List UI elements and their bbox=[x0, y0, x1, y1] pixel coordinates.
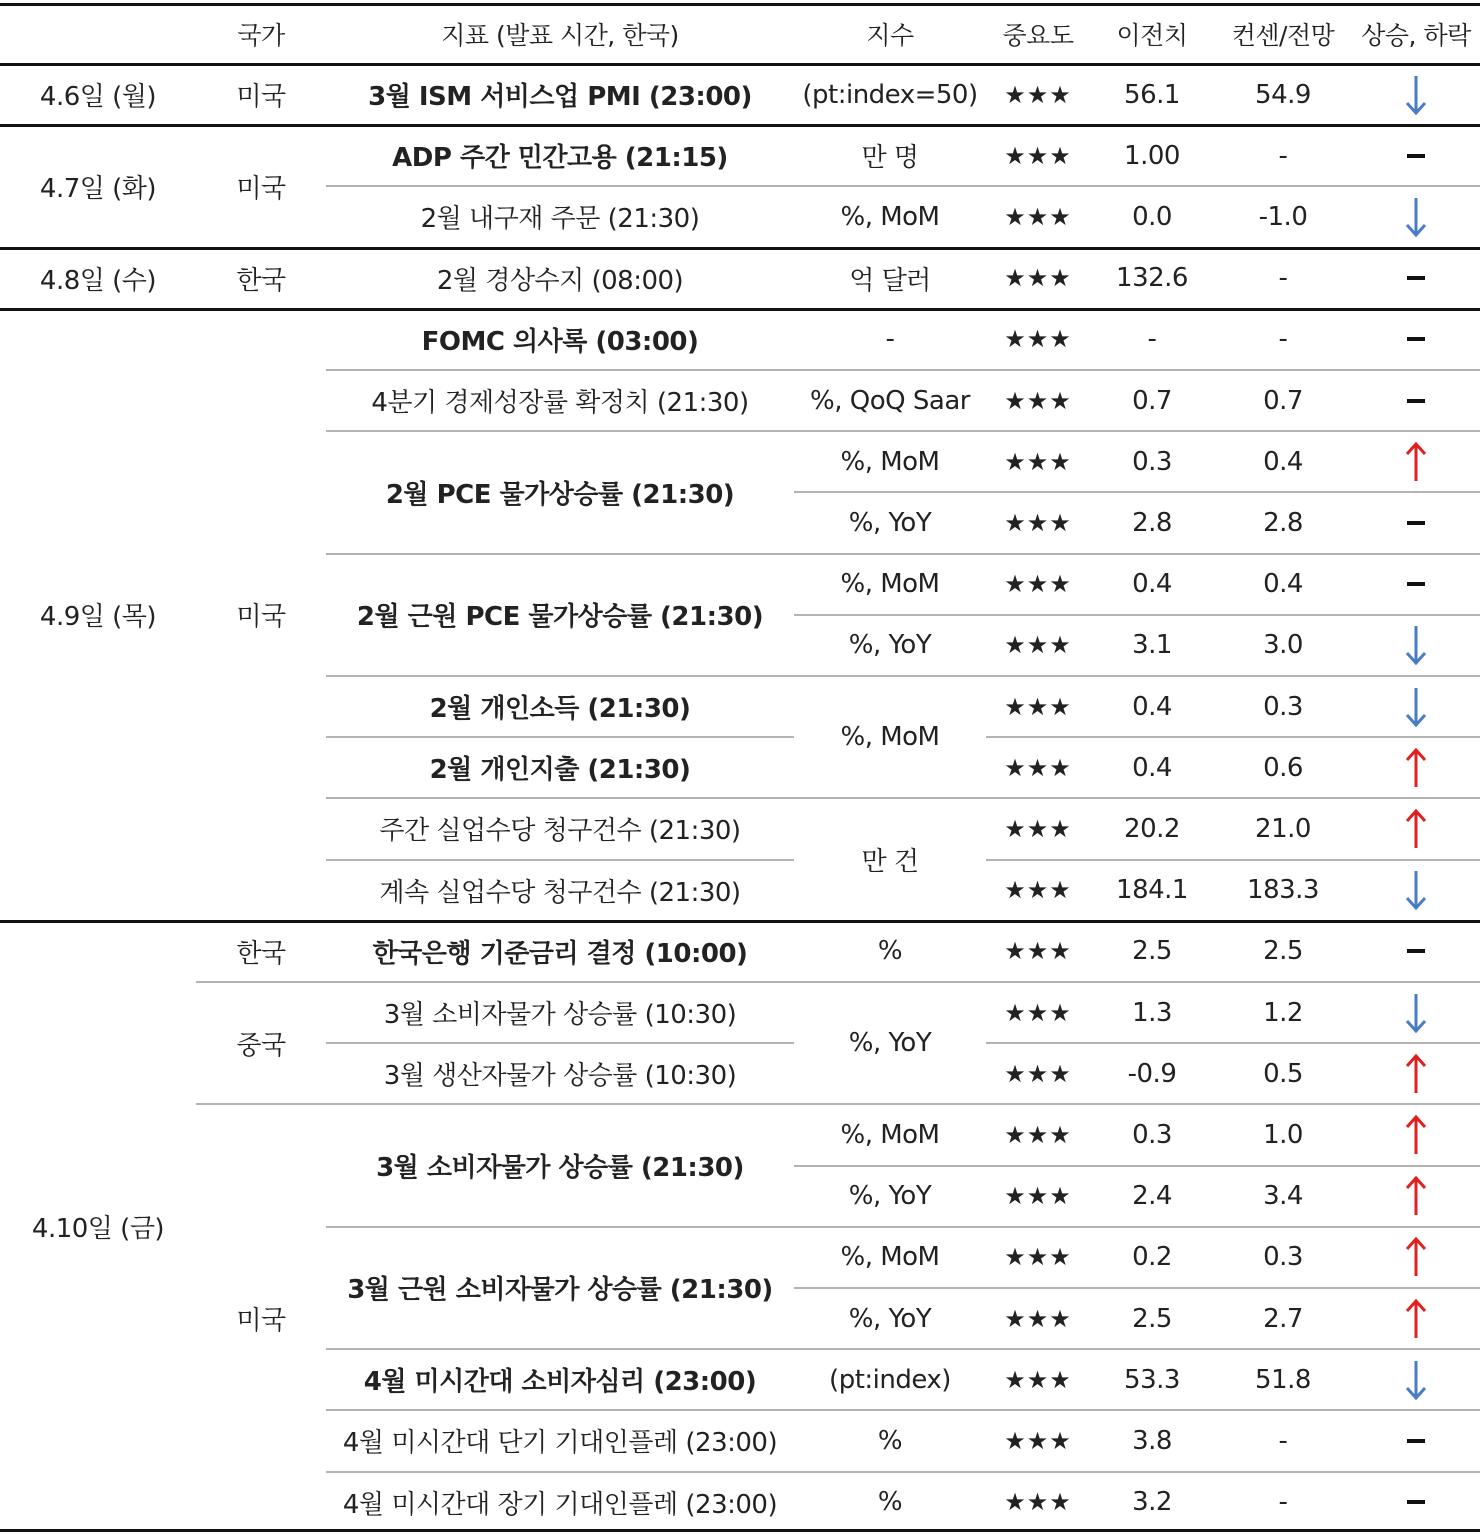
country-cell: 미국 bbox=[236, 602, 286, 633]
indicator-name: 2월 PCE 물가상승률 (21:30) bbox=[385, 479, 735, 510]
country-cell: 한국 bbox=[236, 265, 286, 296]
row-divider bbox=[794, 614, 1480, 616]
importance-stars: ★★★ bbox=[1004, 1304, 1072, 1333]
importance-stars: ★★★ bbox=[1004, 692, 1072, 721]
date-cell: 4.8일 (수) bbox=[39, 265, 157, 296]
header-index: 지수 bbox=[866, 21, 914, 50]
direction-indicator bbox=[1352, 615, 1480, 676]
unit-cell: %, YoY bbox=[848, 1303, 932, 1334]
indicator-name: 4월 미시간대 장기 기대인플레 (23:00) bbox=[342, 1489, 778, 1520]
consensus-value: 0.5 bbox=[1263, 1058, 1303, 1089]
header-consensus: 컨센/전망 bbox=[1231, 21, 1335, 50]
importance-stars: ★★★ bbox=[1004, 1426, 1072, 1455]
arrow-up-icon bbox=[1401, 1296, 1431, 1342]
unit-cell: 만 명 bbox=[861, 143, 919, 174]
consensus-value: 2.5 bbox=[1263, 936, 1303, 967]
row-divider bbox=[326, 430, 1480, 432]
previous-value: 0.4 bbox=[1132, 691, 1172, 722]
unit-cell: %, YoY bbox=[848, 1181, 932, 1212]
date-cell: 4.6일 (월) bbox=[39, 82, 157, 113]
direction-indicator bbox=[1352, 1166, 1480, 1227]
arrow-up-icon bbox=[1401, 1234, 1431, 1280]
indicator-name: 2월 개인소득 (21:30) bbox=[429, 694, 691, 725]
row-divider bbox=[326, 859, 794, 861]
direction-indicator bbox=[1352, 1472, 1480, 1533]
indicator-name: 2월 개인지출 (21:30) bbox=[429, 755, 691, 786]
unit-cell: %, MoM bbox=[840, 201, 940, 232]
importance-stars: ★★★ bbox=[1004, 386, 1072, 415]
row-divider bbox=[326, 185, 1480, 187]
consensus-value: 3.0 bbox=[1263, 630, 1303, 661]
dash-icon bbox=[1401, 928, 1431, 974]
direction-indicator bbox=[1352, 1349, 1480, 1410]
indicator-name: ADP 주간 민간고용 (21:15) bbox=[392, 143, 728, 174]
consensus-value: 1.2 bbox=[1263, 997, 1303, 1028]
previous-value: 0.4 bbox=[1132, 752, 1172, 783]
direction-indicator bbox=[1352, 860, 1480, 921]
row-divider bbox=[794, 1165, 1480, 1167]
indicator-name: 계속 실업수당 청구건수 (21:30) bbox=[379, 877, 741, 908]
country-cell: 미국 bbox=[236, 82, 286, 113]
indicator-name: 3월 소비자물가 상승률 (10:30) bbox=[383, 1000, 737, 1031]
unit-cell: %, MoM bbox=[840, 446, 940, 477]
indicator-name: 3월 생산자물가 상승률 (10:30) bbox=[383, 1061, 737, 1092]
importance-stars: ★★★ bbox=[1004, 1182, 1072, 1211]
importance-stars: ★★★ bbox=[1004, 141, 1072, 170]
header-indicator: 지표 (발표 시간, 한국) bbox=[441, 21, 679, 50]
previous-value: 53.3 bbox=[1124, 1364, 1180, 1395]
dash-icon bbox=[1401, 316, 1431, 362]
row-divider bbox=[326, 1471, 1480, 1473]
previous-value: 0.3 bbox=[1132, 446, 1172, 477]
indicator-name: 주간 실업수당 청구건수 (21:30) bbox=[379, 816, 741, 847]
row-divider bbox=[326, 1226, 1480, 1228]
consensus-value: - bbox=[1278, 1487, 1288, 1518]
unit-cell: 만 건 bbox=[861, 847, 919, 878]
consensus-value: - bbox=[1278, 1425, 1288, 1456]
importance-stars: ★★★ bbox=[1004, 1488, 1072, 1517]
consensus-value: -1.0 bbox=[1258, 201, 1308, 232]
dash-icon bbox=[1401, 378, 1431, 424]
consensus-value: 1.0 bbox=[1263, 1119, 1303, 1150]
direction-indicator bbox=[1352, 676, 1480, 737]
bottom-rule bbox=[0, 1529, 1480, 1532]
importance-stars: ★★★ bbox=[1004, 937, 1072, 966]
importance-stars: ★★★ bbox=[1004, 814, 1072, 843]
arrow-down-icon bbox=[1401, 990, 1431, 1036]
importance-stars: ★★★ bbox=[1004, 202, 1072, 231]
unit-cell: %, MoM bbox=[840, 1242, 940, 1273]
consensus-value: 2.7 bbox=[1263, 1303, 1303, 1334]
consensus-value: 2.8 bbox=[1263, 507, 1303, 538]
direction-indicator bbox=[1352, 1227, 1480, 1288]
indicator-name: 3월 소비자물가 상승률 (21:30) bbox=[376, 1153, 744, 1184]
unit-cell: (pt:index) bbox=[829, 1364, 951, 1395]
group-rule bbox=[0, 124, 1480, 127]
country-cell: 한국 bbox=[236, 938, 286, 969]
direction-indicator bbox=[1352, 125, 1480, 186]
dash-icon bbox=[1401, 1479, 1431, 1525]
group-rule bbox=[0, 247, 1480, 250]
row-divider bbox=[326, 797, 1480, 799]
previous-value: 0.3 bbox=[1132, 1119, 1172, 1150]
row-divider bbox=[196, 981, 1480, 983]
previous-value: 1.00 bbox=[1124, 140, 1180, 171]
indicator-name: 2월 근원 PCE 물가상승률 (21:30) bbox=[356, 602, 764, 633]
header-previous: 이전치 bbox=[1116, 21, 1188, 50]
dash-icon bbox=[1401, 255, 1431, 301]
consensus-value: - bbox=[1278, 263, 1288, 294]
previous-value: - bbox=[1147, 324, 1157, 355]
previous-value: 3.1 bbox=[1132, 630, 1172, 661]
consensus-value: 0.3 bbox=[1263, 691, 1303, 722]
arrow-down-icon bbox=[1401, 1357, 1431, 1403]
previous-value: 0.2 bbox=[1132, 1242, 1172, 1273]
unit-cell: %, YoY bbox=[848, 1028, 932, 1059]
consensus-value: 21.0 bbox=[1255, 813, 1311, 844]
header-country: 국가 bbox=[237, 21, 285, 50]
previous-value: 132.6 bbox=[1116, 263, 1188, 294]
date-cell: 4.10일 (금) bbox=[31, 1214, 165, 1245]
previous-value: 56.1 bbox=[1124, 79, 1180, 110]
previous-value: 0.0 bbox=[1132, 201, 1172, 232]
direction-indicator bbox=[1352, 1104, 1480, 1165]
dash-icon bbox=[1401, 1418, 1431, 1464]
row-divider bbox=[326, 1348, 1480, 1350]
importance-stars: ★★★ bbox=[1004, 508, 1072, 537]
direction-indicator bbox=[1352, 431, 1480, 492]
arrow-up-icon bbox=[1401, 439, 1431, 485]
direction-indicator bbox=[1352, 64, 1480, 125]
country-cell: 미국 bbox=[236, 1306, 286, 1337]
indicator-name: 3월 근원 소비자물가 상승률 (21:30) bbox=[347, 1275, 773, 1306]
indicator-name: 4월 미시간대 단기 기대인플레 (23:00) bbox=[342, 1428, 778, 1459]
dash-icon bbox=[1401, 133, 1431, 179]
direction-indicator bbox=[1352, 370, 1480, 431]
dash-icon bbox=[1401, 561, 1431, 607]
unit-cell: - bbox=[885, 324, 895, 355]
direction-indicator bbox=[1352, 492, 1480, 553]
consensus-value: 3.4 bbox=[1263, 1181, 1303, 1212]
previous-value: 0.7 bbox=[1132, 385, 1172, 416]
direction-indicator bbox=[1352, 737, 1480, 798]
arrow-down-icon bbox=[1401, 867, 1431, 913]
consensus-value: 0.4 bbox=[1263, 446, 1303, 477]
consensus-value: 183.3 bbox=[1247, 875, 1319, 906]
unit-cell: % bbox=[877, 936, 903, 967]
row-divider bbox=[986, 1042, 1480, 1044]
previous-value: 2.4 bbox=[1132, 1181, 1172, 1212]
header-importance: 중요도 bbox=[1002, 21, 1074, 50]
previous-value: 2.5 bbox=[1132, 936, 1172, 967]
previous-value: 3.2 bbox=[1132, 1487, 1172, 1518]
unit-cell: % bbox=[877, 1425, 903, 1456]
unit-cell: (pt:index=50) bbox=[802, 79, 978, 110]
indicator-name: 2월 경상수지 (08:00) bbox=[436, 265, 684, 296]
unit-cell: %, QoQ Saar bbox=[810, 385, 970, 416]
direction-indicator bbox=[1352, 921, 1480, 982]
indicator-name: 한국은행 기준금리 결정 (10:00) bbox=[372, 938, 748, 969]
direction-indicator bbox=[1352, 554, 1480, 615]
header-rule bbox=[0, 63, 1480, 66]
dash-icon bbox=[1401, 500, 1431, 546]
top-rule bbox=[0, 3, 1480, 6]
row-divider bbox=[326, 1409, 1480, 1411]
direction-indicator bbox=[1352, 1288, 1480, 1349]
unit-cell: %, MoM bbox=[840, 1119, 940, 1150]
direction-indicator bbox=[1352, 798, 1480, 859]
indicator-name: FOMC 의사록 (03:00) bbox=[421, 326, 699, 357]
importance-stars: ★★★ bbox=[1004, 998, 1072, 1027]
row-divider bbox=[326, 369, 1480, 371]
consensus-value: 0.3 bbox=[1263, 1242, 1303, 1273]
importance-stars: ★★★ bbox=[1004, 1059, 1072, 1088]
arrow-down-icon bbox=[1401, 194, 1431, 240]
direction-indicator bbox=[1352, 248, 1480, 309]
importance-stars: ★★★ bbox=[1004, 631, 1072, 660]
consensus-value: - bbox=[1278, 324, 1288, 355]
importance-stars: ★★★ bbox=[1004, 1243, 1072, 1272]
previous-value: 20.2 bbox=[1124, 813, 1180, 844]
group-rule bbox=[0, 920, 1480, 923]
indicator-name: 3월 ISM 서비스업 PMI (23:00) bbox=[368, 82, 752, 113]
importance-stars: ★★★ bbox=[1004, 1120, 1072, 1149]
importance-stars: ★★★ bbox=[1004, 570, 1072, 599]
arrow-up-icon bbox=[1401, 806, 1431, 852]
previous-value: 184.1 bbox=[1116, 875, 1188, 906]
indicator-name: 4분기 경제성장률 확정치 (21:30) bbox=[371, 388, 749, 419]
importance-stars: ★★★ bbox=[1004, 753, 1072, 782]
group-rule bbox=[0, 308, 1480, 311]
importance-stars: ★★★ bbox=[1004, 447, 1072, 476]
row-divider bbox=[326, 1042, 794, 1044]
previous-value: -0.9 bbox=[1127, 1058, 1177, 1089]
country-cell: 중국 bbox=[236, 1030, 286, 1061]
unit-cell: %, YoY bbox=[848, 507, 932, 538]
direction-indicator bbox=[1352, 186, 1480, 247]
previous-value: 0.4 bbox=[1132, 569, 1172, 600]
unit-cell: 억 달러 bbox=[849, 265, 931, 296]
importance-stars: ★★★ bbox=[1004, 264, 1072, 293]
header-direction: 상승, 하락 bbox=[1361, 21, 1471, 50]
direction-indicator bbox=[1352, 982, 1480, 1043]
arrow-up-icon bbox=[1401, 745, 1431, 791]
row-divider bbox=[986, 859, 1480, 861]
country-cell: 미국 bbox=[236, 173, 286, 204]
importance-stars: ★★★ bbox=[1004, 876, 1072, 905]
arrow-up-icon bbox=[1401, 1173, 1431, 1219]
indicator-name: 4월 미시간대 소비자심리 (23:00) bbox=[363, 1367, 757, 1398]
arrow-up-icon bbox=[1401, 1051, 1431, 1097]
arrow-up-icon bbox=[1401, 1112, 1431, 1158]
date-cell: 4.9일 (목) bbox=[39, 602, 157, 633]
direction-indicator bbox=[1352, 309, 1480, 370]
row-divider bbox=[326, 675, 1480, 677]
previous-value: 2.5 bbox=[1132, 1303, 1172, 1334]
unit-cell: % bbox=[877, 1487, 903, 1518]
importance-stars: ★★★ bbox=[1004, 1365, 1072, 1394]
row-divider bbox=[794, 1287, 1480, 1289]
row-divider bbox=[326, 553, 1480, 555]
row-divider bbox=[326, 736, 794, 738]
date-cell: 4.7일 (화) bbox=[39, 173, 157, 204]
consensus-value: 0.7 bbox=[1263, 385, 1303, 416]
consensus-value: 54.9 bbox=[1255, 79, 1311, 110]
indicator-name: 2월 내구재 주문 (21:30) bbox=[420, 204, 700, 235]
direction-indicator bbox=[1352, 1043, 1480, 1104]
unit-cell: %, YoY bbox=[848, 630, 932, 661]
previous-value: 3.8 bbox=[1132, 1425, 1172, 1456]
importance-stars: ★★★ bbox=[1004, 80, 1072, 109]
previous-value: 1.3 bbox=[1132, 997, 1172, 1028]
unit-cell: %, MoM bbox=[840, 722, 940, 753]
row-divider bbox=[794, 491, 1480, 493]
importance-stars: ★★★ bbox=[1004, 325, 1072, 354]
consensus-value: - bbox=[1278, 140, 1288, 171]
consensus-value: 0.6 bbox=[1263, 752, 1303, 783]
arrow-down-icon bbox=[1401, 622, 1431, 668]
arrow-down-icon bbox=[1401, 72, 1431, 118]
consensus-value: 51.8 bbox=[1255, 1364, 1311, 1395]
previous-value: 2.8 bbox=[1132, 507, 1172, 538]
row-divider bbox=[986, 736, 1480, 738]
arrow-down-icon bbox=[1401, 684, 1431, 730]
consensus-value: 0.4 bbox=[1263, 569, 1303, 600]
row-divider bbox=[196, 1103, 1480, 1105]
unit-cell: %, MoM bbox=[840, 569, 940, 600]
direction-indicator bbox=[1352, 1410, 1480, 1471]
